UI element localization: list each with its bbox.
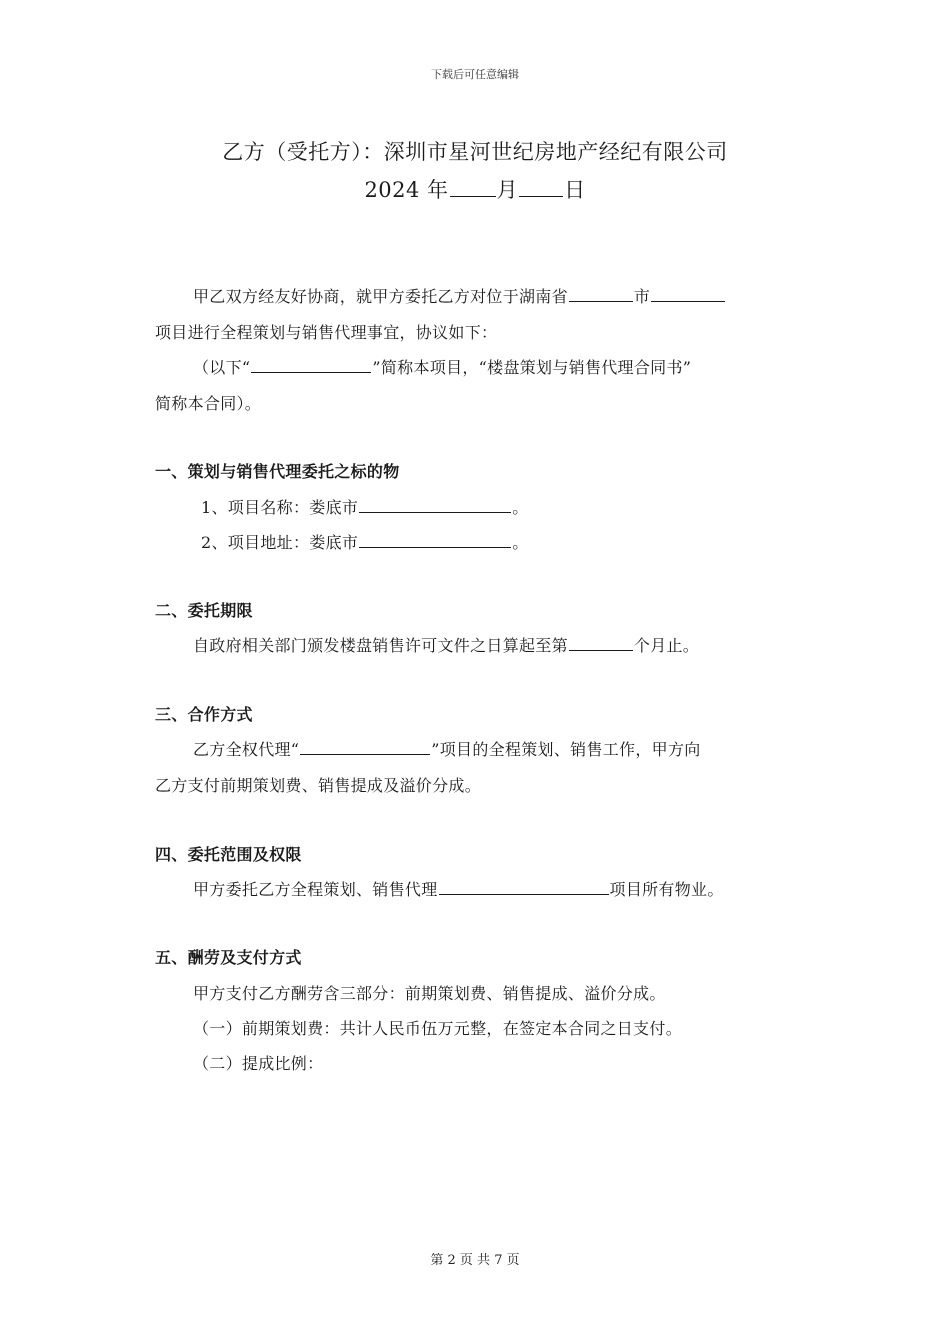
scope-text-a: 甲方委托乙方全程策划、销售代理 xyxy=(193,880,438,899)
page-number-footer: 第 2 页 共 7 页 xyxy=(430,1253,520,1268)
page-header-note: 下载后可任意编辑 xyxy=(431,68,519,81)
intro-text-1a: 甲乙双方经友好协商，就甲方委托乙方对位于湖南省 xyxy=(193,287,568,306)
section-1-item-2 xyxy=(201,530,529,553)
intro-text-1b: 市 xyxy=(633,287,651,306)
section-5-heading: 五、酬劳及支付方式 xyxy=(155,948,302,967)
date-month: 月 xyxy=(496,178,519,202)
intro-line-1 xyxy=(193,284,726,307)
months-blank xyxy=(569,636,633,651)
section-5-line-2: （一）前期策划费：共计人民币伍万元整，在签定本合同之日支付。 xyxy=(193,1019,683,1038)
item-2-end: 。 xyxy=(512,533,529,552)
scope-project-blank xyxy=(439,880,609,895)
project-name-blank xyxy=(251,358,371,373)
section-2-text xyxy=(193,633,699,656)
term-text-a: 自政府相关部门颁发楼盘销售许可文件之日算起至第 xyxy=(193,636,568,655)
day-blank xyxy=(519,182,563,197)
section-3-line-2: 乙方支付前期策划费、销售提成及溢价分成。 xyxy=(155,776,482,795)
section-4-heading: 四、委托范围及权限 xyxy=(155,845,302,864)
item-1-label: 1、项目名称：娄底市 xyxy=(201,498,359,517)
section-2-heading: 二、委托期限 xyxy=(155,601,253,620)
project-blank xyxy=(651,287,725,302)
month-blank xyxy=(450,182,496,197)
intro-line-2: 项目进行全程策划与销售代理事宜，协议如下： xyxy=(155,323,498,342)
item-2-label: 2、项目地址：娄底市 xyxy=(201,533,359,552)
intro-line-3 xyxy=(193,355,691,378)
section-3-line-1 xyxy=(193,737,701,760)
intro-text-2b: ”简称本项目，“楼盘策划与销售代理合同书” xyxy=(372,358,692,377)
item-1-end: 。 xyxy=(512,498,529,517)
section-1-heading: 一、策划与销售代理委托之标的物 xyxy=(155,462,400,481)
intro-line-4: 简称本合同）。 xyxy=(155,394,262,413)
section-5-line-1: 甲方支付乙方酬劳含三部分：前期策划费、销售提成、溢价分成。 xyxy=(193,984,666,1003)
intro-text-2a: （以下“ xyxy=(193,358,251,377)
project-name-field-blank xyxy=(359,498,511,513)
section-1-item-1 xyxy=(201,495,529,518)
section-4-text xyxy=(193,877,724,900)
date-day: 日 xyxy=(564,178,586,202)
party-b-title: 乙方（受托方）：深圳市星河世纪房地产经纪有限公司 xyxy=(222,140,728,164)
date-year: 2024 年 xyxy=(364,178,449,202)
section-3-heading: 三、合作方式 xyxy=(155,705,253,724)
city-blank xyxy=(569,287,633,302)
section-5-line-3: （二）提成比例： xyxy=(193,1054,324,1073)
coop-text-a: 乙方全权代理“ xyxy=(193,740,300,759)
contract-date xyxy=(0,174,950,204)
coop-project-blank xyxy=(300,740,430,755)
scope-text-b: 项目所有物业。 xyxy=(609,880,724,899)
term-text-b: 个月止。 xyxy=(633,636,700,655)
coop-text-b: ”项目的全程策划、销售工作，甲方向 xyxy=(431,740,701,759)
project-address-blank xyxy=(359,533,511,548)
